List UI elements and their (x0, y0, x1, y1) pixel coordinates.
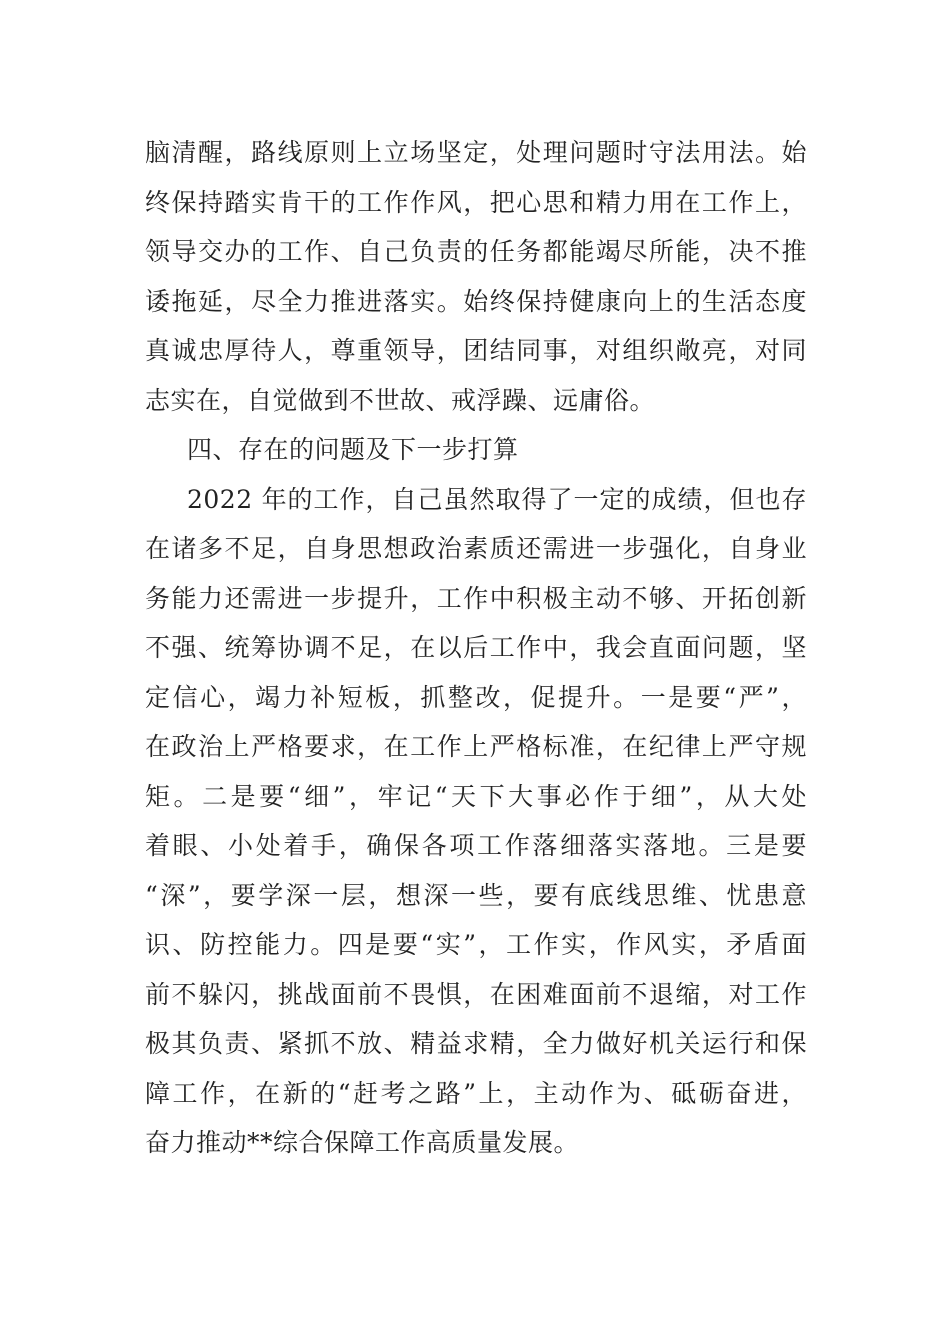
paragraph-continued (145, 128, 807, 425)
text-line: 不强、统筹协调不足，在以后工作中，我会直面问题，坚 (145, 633, 807, 662)
text-line: “深”，要学深一层，想深一些，要有底线思维、忧患意 (145, 880, 807, 910)
text-line: 识、防控能力。四是要“实”，工作实，作风实，矛盾面 (145, 930, 807, 959)
text-line: 真诚忠厚待人，尊重领导，团结同事，对组织敞亮，对同 (145, 336, 807, 365)
text-line: 奋力推动**综合保障工作高质量发展。 (145, 1128, 580, 1157)
text-line: 极其负责、紧抓不放、精益求精，全力做好机关运行和保 (145, 1029, 807, 1058)
text-line: 务能力还需进一步提升，工作中积极主动不够、开拓创新 (145, 583, 807, 613)
paragraph-main (145, 475, 807, 1168)
text-line: 在政治上严格要求，在工作上严格标准，在纪律上严守规 (145, 732, 807, 761)
text-line: 领导交办的工作、自己负责的任务都能竭尽所能，决不推 (145, 237, 807, 266)
text-line: 2022 年的工作，自己虽然取得了一定的成绩，但也存 (187, 484, 807, 514)
document-body (145, 128, 807, 1168)
text-line: 志实在，自觉做到不世故、戒浮躁、远庸俗。 (145, 385, 656, 415)
text-line: 终保持踏实肯干的工作作风，把心思和精力用在工作上， (145, 187, 807, 217)
text-line: 前不躲闪，挑战面前不畏惧，在困难面前不退缩，对工作 (145, 979, 807, 1009)
text-line: 着眼、小处着手，确保各项工作落细落实落地。三是要 (145, 831, 807, 860)
text-line: 在诸多不足，自身思想政治素质还需进一步强化，自身业 (145, 534, 807, 563)
text-line: 矩。二是要“细”，牢记“天下大事必作于细”，从大处 (145, 781, 807, 811)
section-heading: 四、存在的问题及下一步打算 (187, 435, 519, 464)
text-line: 诿拖延，尽全力推进落实。始终保持健康向上的生活态度 (145, 286, 807, 316)
text-line: 障工作，在新的“赶考之路”上，主动作为、砥砺奋进， (145, 1078, 807, 1108)
text-line: 脑清醒，路线原则上立场坚定，处理问题时守法用法。始 (145, 138, 807, 167)
text-line: 定信心，竭力补短板，抓整改，促提升。一是要“严”， (145, 682, 807, 712)
